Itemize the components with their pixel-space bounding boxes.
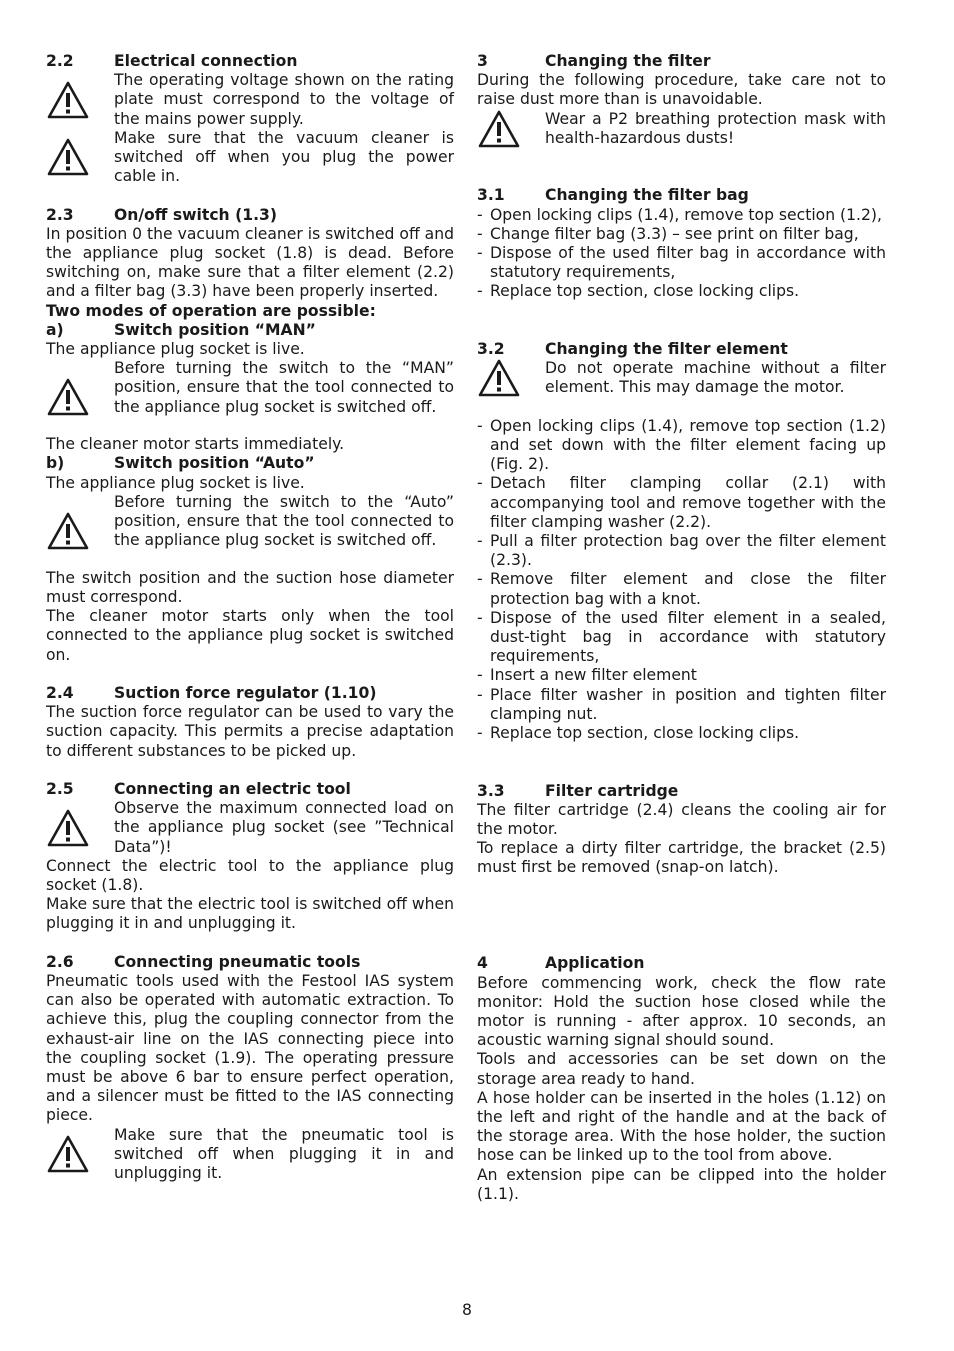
warning-text: Make sure that the pneumatic tool is switched off when plugging it in and unplugging it. bbox=[114, 1125, 454, 1183]
paragraph: Tools and accessories can be set down on the storage area ready to hand. bbox=[477, 1050, 886, 1088]
section-3-3-heading bbox=[477, 782, 886, 801]
list-item: - Open locking clips (1.4), remove top section (1.2) and set down with the filter element facing up (Fig. 2). bbox=[477, 416, 886, 474]
warning-text: Observe the maximum connected load on the appliance plug socket (see ”Technical Data”)! bbox=[114, 799, 454, 856]
section-title: Filter cartridge bbox=[545, 781, 679, 800]
paragraph: Connect the electric tool to the appliance plug socket (1.8). bbox=[46, 856, 454, 895]
section-title: Electrical connection bbox=[114, 52, 298, 70]
paragraph: The cleaner motor starts only when the tool connected to the appliance plug socket is switched on. bbox=[46, 607, 454, 664]
list-item: - Replace top section, close locking clips. bbox=[477, 282, 800, 301]
warning-block bbox=[46, 129, 454, 187]
right-column bbox=[477, 52, 886, 1204]
warning-triangle-icon bbox=[46, 493, 114, 569]
warning-block bbox=[46, 71, 454, 129]
list-item: - Dispose of the used filter bag in accordance with statutory requirements, bbox=[477, 244, 886, 282]
warning-text: The operating voltage shown on the rating plate must correspond to the voltage of the mains power supply. bbox=[114, 71, 454, 128]
section-title: On/off switch (1.3) bbox=[114, 205, 277, 224]
section-number: 3.1 bbox=[477, 186, 505, 205]
warning-triangle-icon bbox=[477, 359, 545, 397]
section-2-5-heading bbox=[46, 780, 454, 799]
paragraph: The appliance plug socket is live. bbox=[46, 340, 305, 359]
section-number: 2.4 bbox=[46, 684, 74, 703]
section-number: 2.3 bbox=[46, 205, 74, 224]
paragraph: During the following procedure, take care not to raise dust more than is unavoidable. bbox=[477, 71, 886, 109]
section-number: 3.3 bbox=[477, 781, 505, 800]
page-number: 8 bbox=[462, 1301, 472, 1319]
section-title: Changing the filter bbox=[545, 52, 711, 70]
warning-triangle-icon bbox=[46, 799, 114, 856]
paragraph: The filter cartridge (2.4) cleans the cooling air for the motor. bbox=[477, 800, 886, 839]
paragraph: Make sure that the electric tool is switched off when plugging it in and unplugging it. bbox=[46, 895, 454, 933]
section-number: 2.5 bbox=[46, 780, 74, 799]
section-title: Changing the filter bag bbox=[545, 186, 749, 205]
section-3-heading bbox=[477, 52, 886, 71]
section-4-heading bbox=[477, 954, 886, 973]
warning-block bbox=[46, 1126, 454, 1184]
section-title: Connecting pneumatic tools bbox=[114, 952, 361, 971]
paragraph: Before commencing work, check the flow rate monitor: Hold the suction hose closed while the motor is running - after approx. 10 seconds, an acoustic warning signal should sound. bbox=[477, 973, 886, 1050]
section-number: 3.2 bbox=[477, 339, 505, 358]
section-number: 3 bbox=[477, 52, 488, 70]
list-item: - Change filter bag (3.3) – see print on filter bag, bbox=[477, 224, 859, 243]
section-3-1-heading bbox=[477, 186, 886, 205]
warning-text: Before turning the switch to the “MAN” position, ensure that the tool connected to the appliance plug socket is switched off. bbox=[114, 359, 454, 416]
warning-block bbox=[477, 110, 886, 148]
section-title: Changing the filter element bbox=[545, 339, 788, 358]
left-column bbox=[46, 52, 454, 1183]
section-2-3-heading bbox=[46, 206, 454, 225]
section-2-6-heading bbox=[46, 953, 454, 972]
warning-text: Before turning the switch to the “Auto” position, ensure that the tool connected to the appliance plug socket is switched off. bbox=[114, 492, 454, 550]
warning-triangle-icon bbox=[477, 110, 545, 148]
list-item: - Place filter washer in position and tighten filter clamping nut. bbox=[477, 685, 886, 723]
mode-a-heading bbox=[46, 321, 454, 340]
warning-text: Make sure that the vacuum cleaner is switched off when you plug the power cable in. bbox=[114, 128, 454, 186]
warning-block bbox=[46, 359, 454, 435]
warning-text: Wear a P2 breathing protection mask with health-hazardous dusts! bbox=[545, 109, 886, 147]
warning-triangle-icon bbox=[46, 129, 114, 186]
section-number: 4 bbox=[477, 954, 488, 973]
section-number: 2.6 bbox=[46, 952, 74, 971]
list-item: - Replace top section, close locking clips. bbox=[477, 724, 800, 743]
warning-block bbox=[477, 359, 886, 417]
paragraph: The cleaner motor starts immediately. bbox=[46, 435, 345, 454]
paragraph: To replace a dirty filter cartridge, the bracket (2.5) must first be removed (snap-on latch). bbox=[477, 839, 886, 877]
paragraph: The switch position and the suction hose diameter must correspond. bbox=[46, 568, 454, 607]
mode-title: Switch position “MAN” bbox=[114, 320, 316, 339]
filter-element-steps bbox=[477, 417, 886, 743]
paragraph: A hose holder can be inserted in the holes (1.12) on the left and right of the handle and at the back of the storage area. With the hose holder, the suction hose can be linked up to the tool from above. bbox=[477, 1088, 886, 1165]
warning-block bbox=[46, 799, 454, 857]
section-title: Suction force regulator (1.10) bbox=[114, 684, 377, 703]
paragraph: The appliance plug socket is live. bbox=[46, 473, 305, 492]
warning-block bbox=[46, 493, 454, 569]
list-item: - Dispose of the used filter element in a sealed, dust-tight bag in accordance with statutory requirements, bbox=[477, 608, 886, 666]
mode-label: b) bbox=[46, 454, 65, 473]
mode-label: a) bbox=[46, 320, 64, 339]
paragraph: Pneumatic tools used with the Festool IAS system can also be operated with automatic extraction. To achieve this, plug the coupling connector from the exhaust-air line on the IAS connecting piece into the coupling socket (1.9). The operating pressure must be above 6 bar to ensure perfect operation, and a silencer must be fitted to the IAS connecting piece. bbox=[46, 972, 454, 1125]
section-number: 2.2 bbox=[46, 52, 74, 70]
filter-bag-steps bbox=[477, 206, 886, 302]
mode-title: Switch position “Auto” bbox=[114, 454, 315, 473]
section-2-2-heading bbox=[46, 52, 454, 71]
section-title: Connecting an electric tool bbox=[114, 780, 351, 799]
paragraph: The suction force regulator can be used to vary the suction capacity. This permits a precise adaptation to different substances to be picked up. bbox=[46, 703, 454, 760]
warning-text: Do not operate machine without a filter element. This may damage the motor. bbox=[545, 359, 886, 397]
list-item: - Insert a new filter element bbox=[477, 666, 697, 685]
warning-triangle-icon bbox=[46, 71, 114, 128]
list-item: - Pull a filter protection bag over the filter element (2.3). bbox=[477, 532, 886, 570]
modes-heading: Two modes of operation are possible: bbox=[46, 301, 376, 320]
warning-triangle-icon bbox=[46, 1126, 114, 1183]
section-title: Application bbox=[545, 954, 645, 973]
mode-b-heading bbox=[46, 454, 454, 473]
section-2-4-heading bbox=[46, 684, 454, 703]
warning-triangle-icon bbox=[46, 359, 114, 435]
paragraph: An extension pipe can be clipped into the holder (1.1). bbox=[477, 1165, 886, 1203]
list-item: - Detach filter clamping collar (2.1) with accompanying tool and remove together with the filter clamping washer (2.2). bbox=[477, 474, 886, 531]
list-item: - Open locking clips (1.4), remove top section (1.2), bbox=[477, 205, 882, 224]
paragraph: In position 0 the vacuum cleaner is switched off and the appliance plug socket (1.8) is dead. Before switching on, make sure that a filter element (2.2) and a filter bag (3.3) have been properly inserted. bbox=[46, 224, 454, 301]
section-3-2-heading bbox=[477, 340, 886, 359]
list-item: - Remove filter element and close the filter protection bag with a knot. bbox=[477, 570, 886, 608]
